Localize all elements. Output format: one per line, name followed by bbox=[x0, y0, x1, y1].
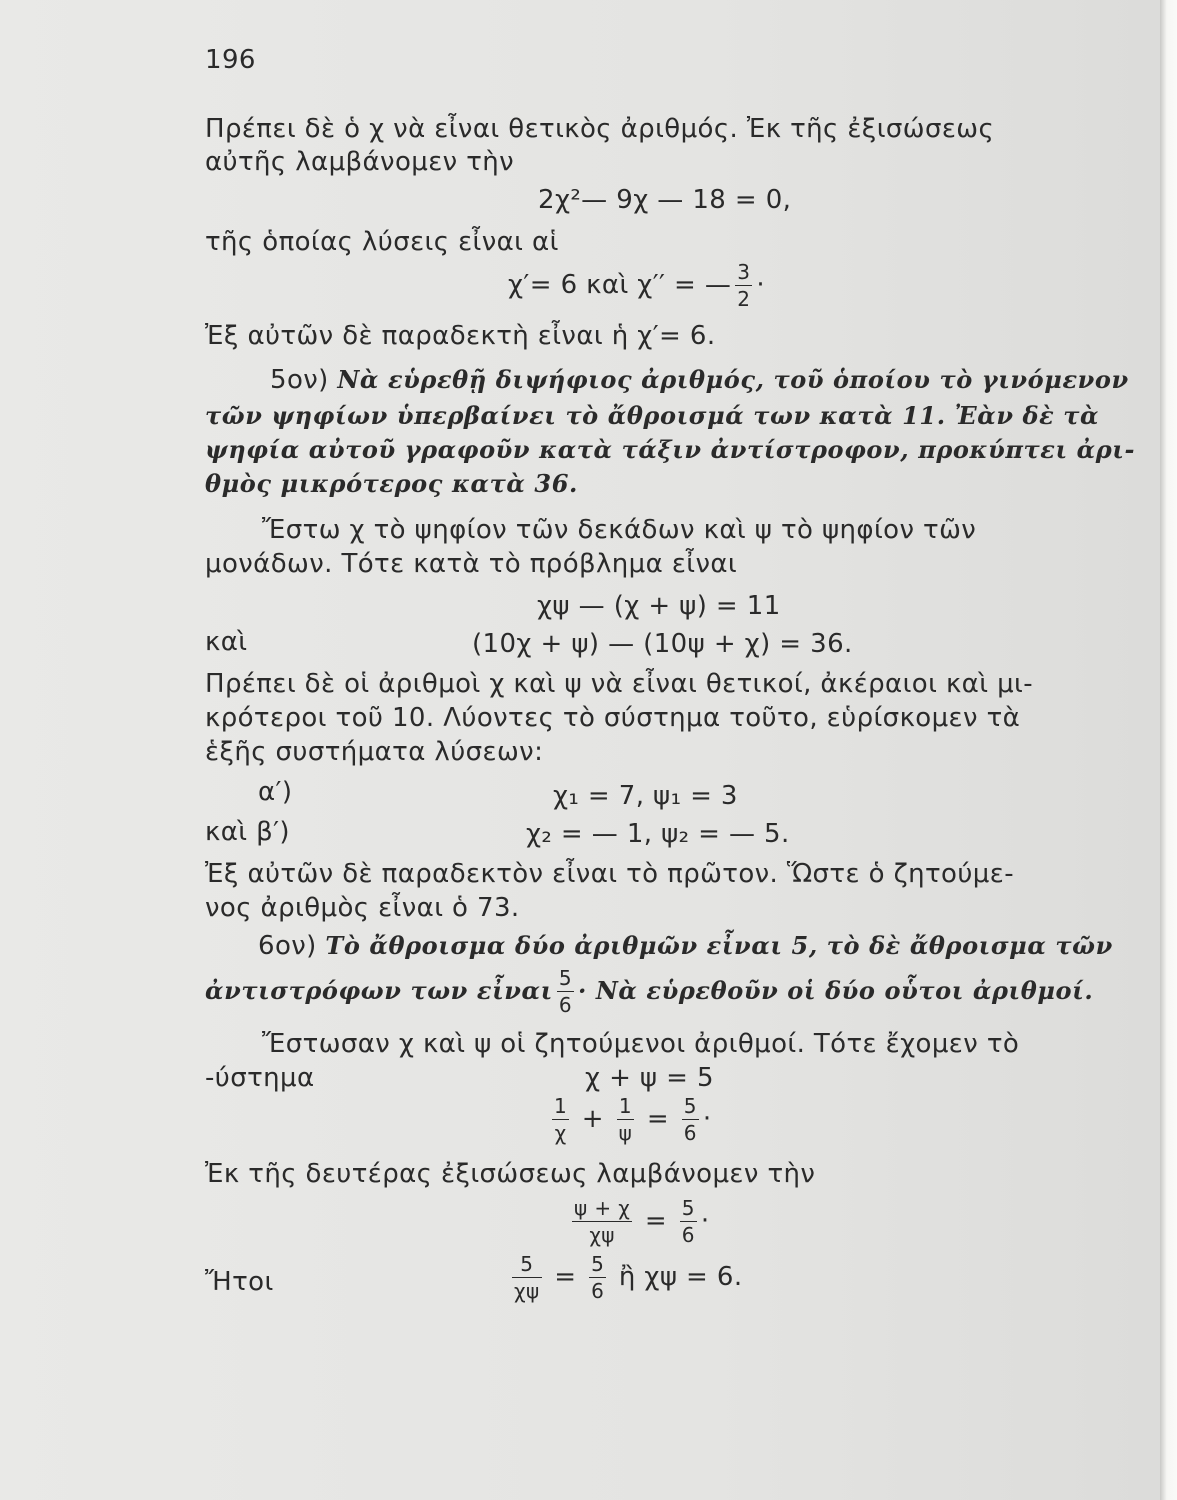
solution: χ₂ = — 1, ψ₂ = — 5. bbox=[526, 819, 790, 849]
problem-5-heading: 5ον) Νὰ εὑρεθῇ διψήφιος ἀριθμός, τοῦ ὁποίου τὸ γινόμενον bbox=[270, 365, 1129, 395]
solution-label: α′) bbox=[258, 777, 293, 807]
text-line: Ἐξ αὐτῶν δὲ παραδεκτὴ εἶναι ἡ χ′= 6. bbox=[205, 321, 716, 351]
problem-text: ψηφία αὐτοῦ γραφοῦν κατὰ τάξιν ἀντίστροφον, προκύπτει ἀρι- bbox=[205, 435, 1136, 464]
text-line: κρότεροι τοῦ 10. Λύοντες τὸ σύστημα τοῦτο, εὑρίσκομεν τὰ bbox=[205, 703, 1021, 733]
text-line: τῆς ὁποίας λύσεις εἶναι αἱ bbox=[205, 227, 559, 257]
equation: 2χ²— 9χ — 18 = 0, bbox=[538, 185, 792, 215]
equation: $\frac{5}{\chi\psi}$ = $\frac{5}{6}$ ἢ χψ = 6. bbox=[514, 1252, 743, 1303]
text-line: Ἔστωσαν χ καὶ ψ οἱ ζητούμενοι ἀριθμοί. Τότε ἔχομεν τὸ bbox=[262, 1029, 1020, 1059]
equation-label: Ἤτοι bbox=[205, 1267, 274, 1297]
text-line: Ἐκ τῆς δευτέρας ἐξισώσεως λαμβάνομεν τὴν bbox=[205, 1159, 816, 1189]
equation-label: καὶ bbox=[205, 627, 248, 657]
text-line: μονάδων. Τότε κατὰ τὸ πρόβλημα εἶναι bbox=[205, 549, 738, 579]
equation: (10χ + ψ) — (10ψ + χ) = 36. bbox=[472, 629, 853, 659]
text-line: Πρέπει δὲ οἱ ἀριθμοὶ χ καὶ ψ νὰ εἶναι θετικοί, ἀκέραιοι καὶ μι- bbox=[205, 669, 1034, 699]
page-edge bbox=[1160, 0, 1177, 1500]
equation: $\frac{1}{\chi}$ + $\frac{1}{\psi}$ = $\frac{5}{6}$ · bbox=[554, 1094, 712, 1145]
solution-label: καὶ β′) bbox=[205, 817, 290, 847]
text-line: ἑξῆς συστήματα λύσεων: bbox=[205, 737, 544, 767]
text-line: Πρέπει δὲ ὁ χ νὰ εἶναι θετικὸς ἀριθμός. Ἐκ τῆς ἐξισώσεως bbox=[205, 114, 995, 144]
equation: $\frac{\psi + \chi}{\chi\psi}$ = $\frac{5}{6}$ · bbox=[574, 1196, 710, 1247]
equation: χ′= 6 καὶ χ′′ = — $\frac{3}{2}$ · bbox=[508, 260, 766, 311]
problem-text: τῶν ψηφίων ὑπερβαίνει τὸ ἄθροισμά των κατὰ 11. Ἐὰν δὲ τὰ bbox=[205, 401, 1100, 430]
solution: χ₁ = 7, ψ₁ = 3 bbox=[553, 781, 738, 811]
page-number: 196 bbox=[205, 45, 256, 75]
text-line: Ἐξ αὐτῶν δὲ παραδεκτὸν εἶναι τὸ πρῶτον. Ὥστε ὁ ζητούμε- bbox=[205, 859, 1014, 889]
text-line: Ἔστω χ τὸ ψηφίον τῶν δεκάδων καὶ ψ τὸ ψηφίον τῶν bbox=[262, 515, 977, 545]
text-line: νος ἀριθμὸς εἶναι ὁ 73. bbox=[205, 893, 520, 923]
equation: χ + ψ = 5 bbox=[585, 1063, 714, 1093]
problem-text: ἀντιστρόφων των εἶναι $\frac{5}{6}$ · Νὰ εὑρεθοῦν οἱ δύο οὗτοι ἀριθμοί. bbox=[205, 966, 1094, 1017]
problem-6-heading: 6ον) Τὸ ἄθροισμα δύο ἀριθμῶν εἶναι 5, τὸ δὲ ἄθροισμα τῶν bbox=[258, 931, 1113, 961]
text-line: ‐ύστημα bbox=[205, 1063, 315, 1093]
text-line: αὐτῆς λαμβάνομεν τὴν bbox=[205, 147, 515, 177]
equation: χψ — (χ + ψ) = 11 bbox=[537, 591, 781, 621]
problem-text: θμὸς μικρότερος κατὰ 36. bbox=[205, 469, 578, 498]
